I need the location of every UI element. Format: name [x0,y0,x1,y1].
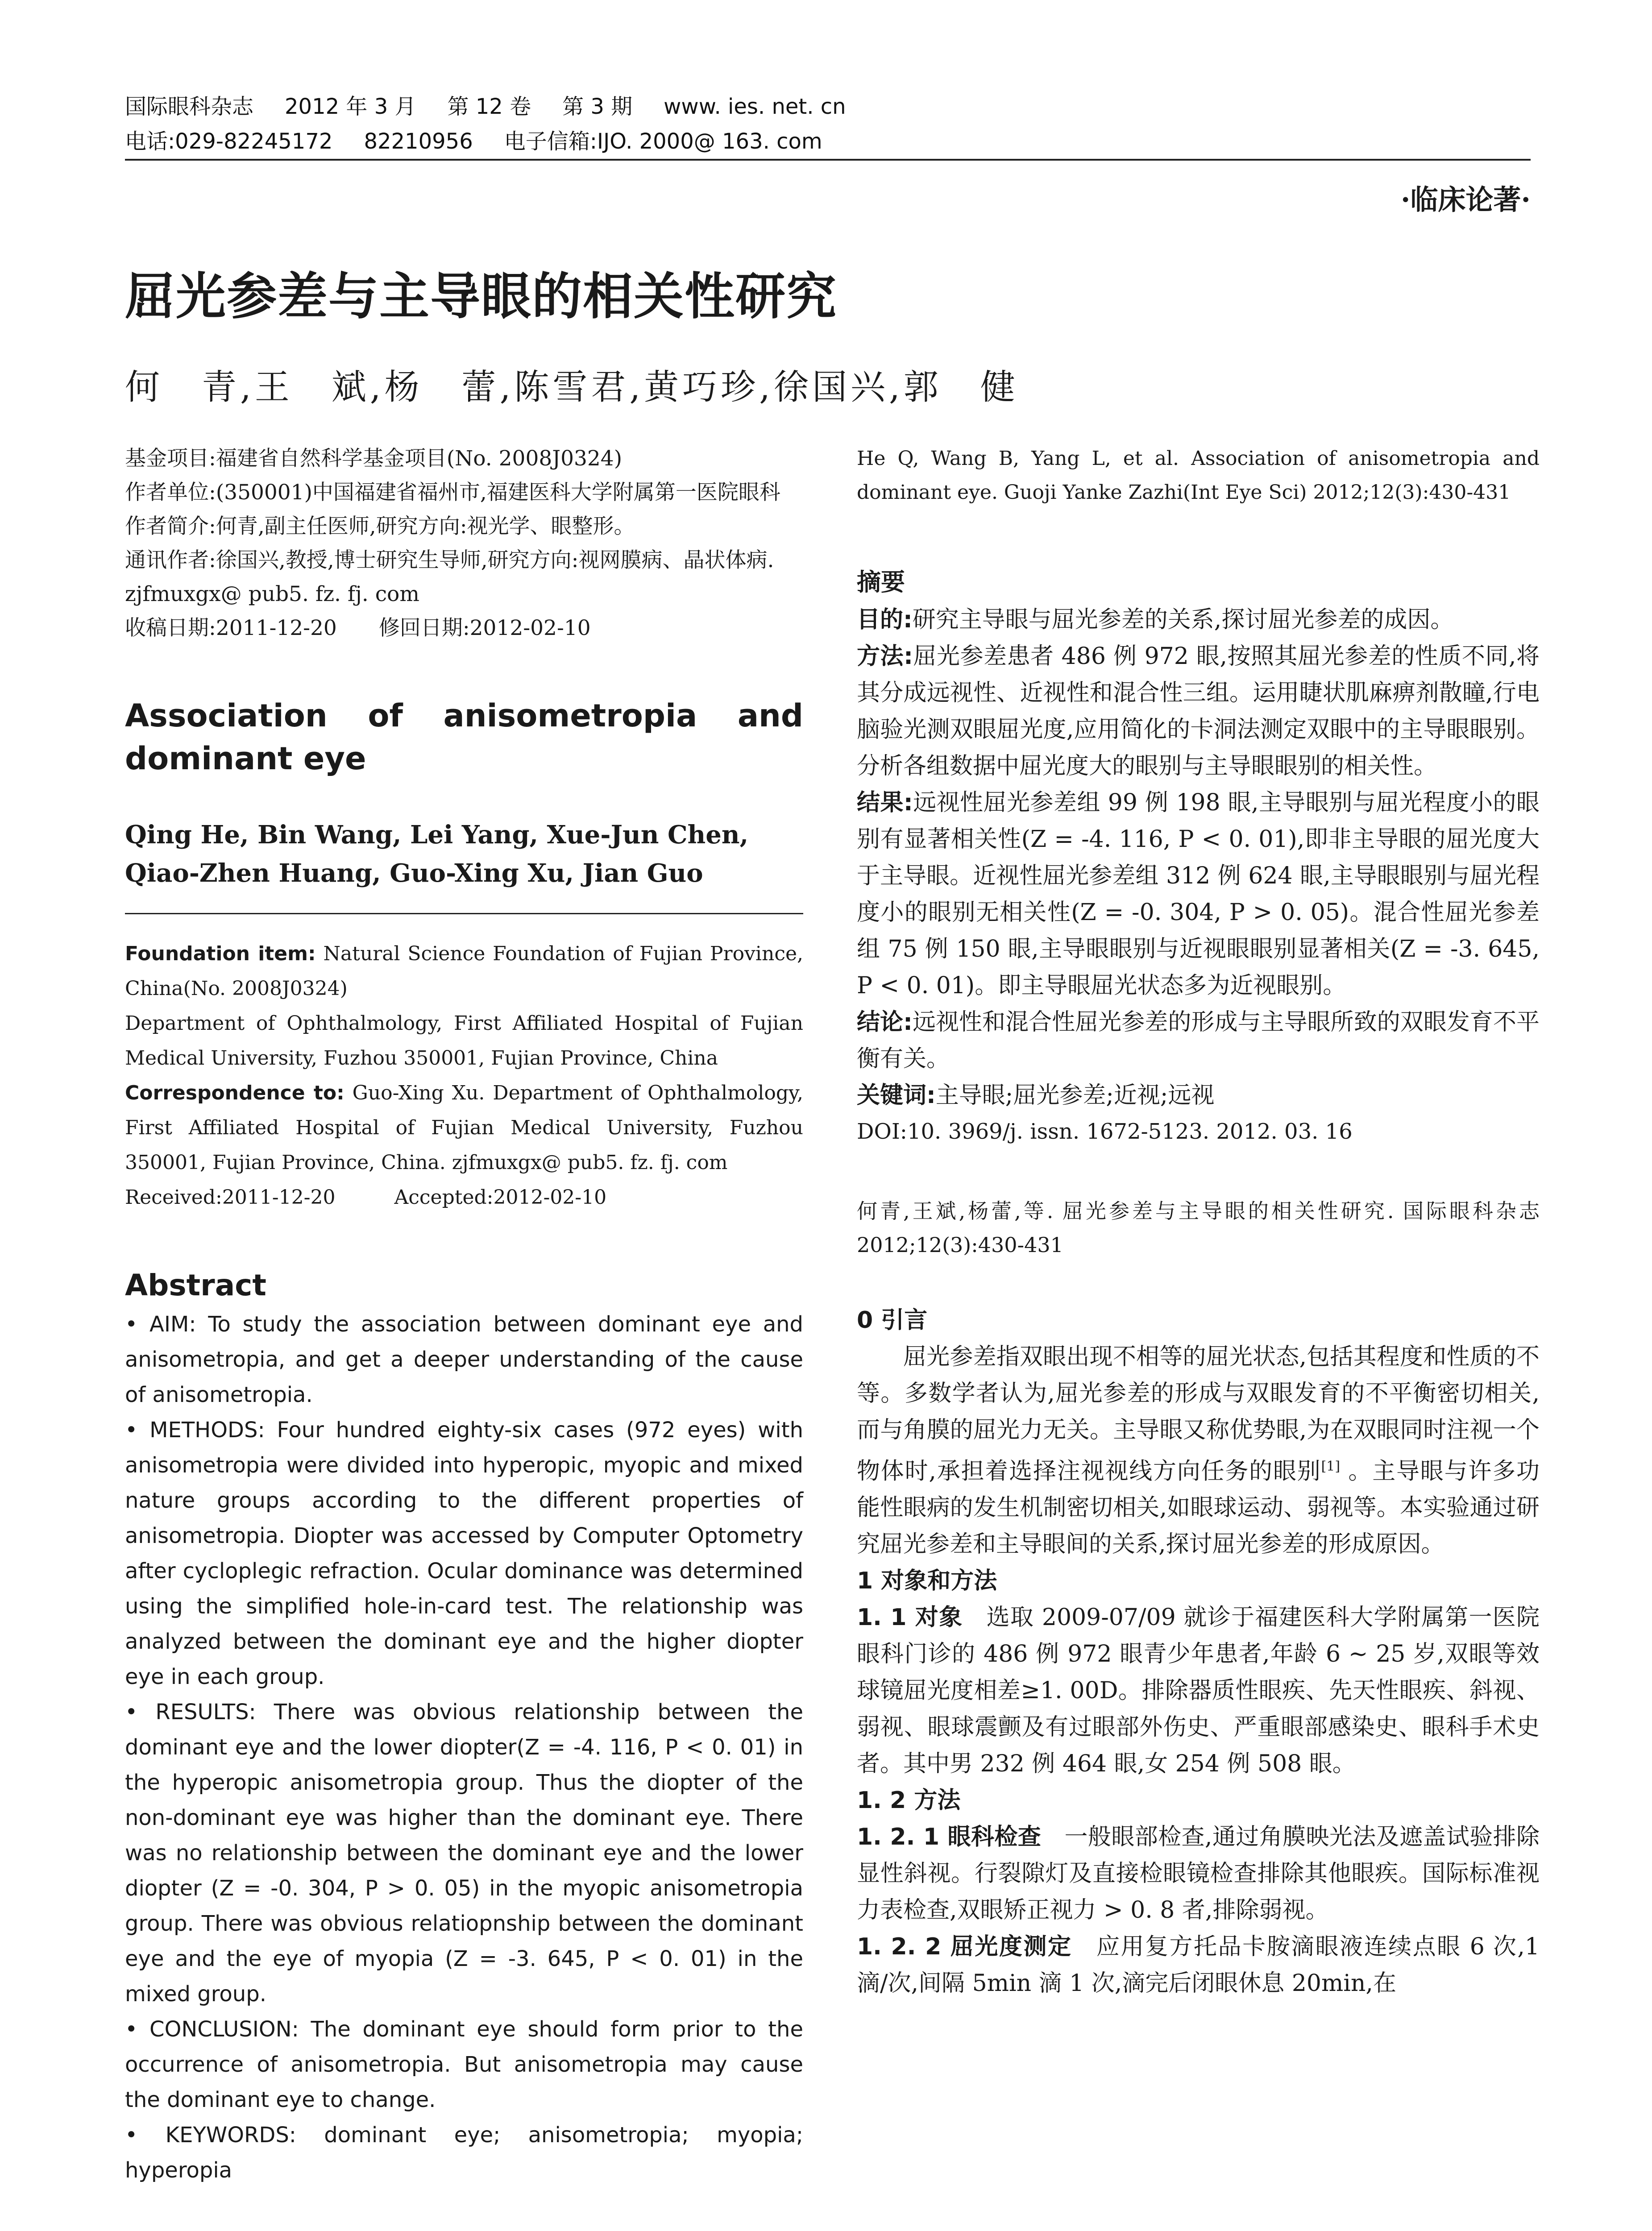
reference-1[interactable]: [1] [1321,1459,1341,1474]
english-metadata [125,937,803,1215]
affiliation-zh: 作者单位:(350001)中国福建省福州市,福建医科大学附属第一医院眼科 [125,480,780,505]
section-1-1-label: 1. 1 对象 [857,1604,963,1631]
left-column [125,442,803,2188]
abstract-zh-keywords [857,1077,1540,1114]
abstract-zh-aim [857,601,1540,638]
abstract-methods: • METHODS: Four hundred eighty-six cases (972 eyes) with anisometropia were divided into hyperopic, myopic and mixed nature groups according to the different properties of anisometropia. Diopter was accessed by Computer Optometry after cycloplegic refraction. Ocular dominance was determined using the simplified hole-in-card test. The relationship was analyzed between the dominant eye and the higher diopter eye in each group. [125,1418,803,1689]
keywords-zh-text: 主导眼;屈光参差;近视;远视 [935,1082,1215,1109]
results-zh-label: 结果: [857,789,913,816]
journal-name: 国际眼科杂志 [125,94,254,119]
journal-header [125,89,1531,159]
doi: DOI:10. 3969/j. issn. 1672-5123. 2012. 03. 16 [857,1119,1353,1144]
abstract-zh-heading: 摘要 [857,568,905,596]
article-title: 屈光参差与主导眼的相关性研究 [125,268,837,326]
issue: 第 3 期 [562,94,633,119]
foundation-en-text: Natural Science Foundation of Fujian Province, China(No. 2008J0324) [125,942,803,1000]
correspondence-en-text: Guo-Xing Xu. Department of Ophthalmology, First Affiliated Hospital of Fujian Medical University, Fuzhou 350001, Fujian Province, China. zjfmuxgx@ pub5. fz. fj. com [125,1082,803,1174]
header-rule [125,159,1531,161]
right-column [857,442,1540,2002]
section-1-2-1-label: 1. 2. 1 眼科检查 [857,1824,1042,1851]
conclusion-zh-text: 远视性和混合性屈光参差的形成与主导眼所致的双眼发育不平衡有关。 [857,1009,1540,1072]
section-1-2-2-text: 应用复方托品卡胺滴眼液连续点眼 6 次,1 滴/次,间隔 5min 滴 1 次,滴完后闭眼休息 20min,在 [857,1933,1540,1997]
methods-zh-label: 方法: [857,643,913,670]
issue-date: 2012 年 3 月 [285,94,416,119]
section-1-2-heading: 1. 2 方法 [857,1787,961,1814]
correspondence-en-label: Correspondence to: [125,1082,345,1104]
english-authors: Qing He, Bin Wang, Lei Yang, Xue-Jun Chen, Qiao-Zhen Huang, Guo-Xing Xu, Jian Guo [125,820,749,888]
header-line-2 [125,124,1531,159]
methods-zh-text: 屈光参差患者 486 例 972 眼,按照其屈光参差的性质不同,将其分成远视性、近视性和混合性三组。运用睫状肌麻痹剂散瞳,行电脑验光测双眼屈光度,应用简化的卡洞法测定双眼中的主导眼眼别。分析各组数据中屈光度大的眼别与主导眼眼别的相关性。 [857,643,1540,780]
abstract-zh-results [857,784,1540,1004]
english-title: Association of anisometropia and dominant eye [125,697,803,777]
divider [125,913,803,914]
dates-en: Received:2011-12-20 Accepted:2012-02-10 [125,1186,607,1209]
correspondence-en [125,1076,803,1180]
section-1-1 [857,1599,1540,1782]
dates-zh: 收稿日期:2011-12-20 修回日期:2012-02-10 [125,616,591,640]
aim-zh-label: 目的: [857,606,913,633]
abstract-zh-methods [857,638,1540,784]
results-zh-text: 远视性屈光参差组 99 例 198 眼,主导眼别与屈光程度小的眼别有显著相关性(Z = -4. 116, P < 0. 01),即非主导眼的屈光度大于主导眼。近视性屈光参差组 312 例 624 眼,主导眼眼别与屈光程度小的眼别无相关性(Z = -0. 304, P > 0. 05)。混合性屈光参差组 75 例 150 眼,主导眼眼别与近视眼眼别显著相关(Z = -3. 645, P < 0. 01)。即主导眼屈光状态多为近视眼别。 [857,789,1540,999]
citation-zh: 何青,王斌,杨蕾,等. 屈光参差与主导眼的相关性研究. 国际眼科杂志 2012;12(3):430-431 [857,1199,1540,1257]
foundation-zh: 基金项目:福建省自然科学基金项目(No. 2008J0324) [125,446,623,471]
website-link[interactable]: www. ies. net. cn [664,94,846,119]
abstract-aim: • AIM: To study the association between dominant eye and anisometropia, and get a deeper understanding of the cause of anisometropia. [125,1312,803,1407]
article-authors: 何 青,王 斌,杨 蕾,陈雪君,黄巧珍,徐国兴,郭 健 [125,367,1019,407]
section-1-1-text: 选取 2009-07/09 就诊于福建医科大学附属第一医院眼科门诊的 486 例 972 眼青少年患者,年龄 6 ~ 25 岁,双眼等效球镜屈光度相差≥1. 00D。排除器质性眼疾、先天性眼疾、斜视、弱视、眼球震颤及有过眼部外伤史、严重眼部感染史、眼科手术史者。其中男 232 例 464 眼,女 254 例 508 眼。 [857,1604,1540,1778]
foundation-en-label: Foundation item: [125,942,316,965]
section-1-2-1 [857,1819,1540,1928]
section-1-heading: 1 对象和方法 [857,1568,997,1595]
section-1-2-2-label: 1. 2. 2 屈光度测定 [857,1933,1072,1961]
section-1-2-1-text: 一般眼部检查,通过角膜映光法及遮盖试验排除显性斜视。行裂隙灯及直接检眼镜检查排除其他眼疾。国际标准视力表检查,双眼矫正视力 > 0. 8 者,排除弱视。 [857,1824,1540,1924]
citation-en: He Q, Wang B, Yang L, et al. Association of anisometropia and dominant eye. Guoji Yanke Zazhi(Int Eye Sci) 2012;12(3):430-431 [857,447,1540,504]
volume: 第 12 卷 [447,94,531,119]
phone: 电话:029-82245172 [125,129,333,154]
section-1-2-2 [857,1928,1540,2002]
author-bio-zh: 作者简介:何青,副主任医师,研究方向:视光学、眼整形。 [125,514,635,539]
keywords-zh-label: 关键词: [857,1082,936,1109]
intro-text-2: 。主导眼与许多功能性眼病的发生机制密切相关,如眼球运动、弱视等。本实验通过研究屈光参差和主导眼间的关系,探讨屈光参差的形成原因。 [857,1458,1540,1558]
phone-2: 82210956 [364,129,473,154]
email: 电子信箱:IJO. 2000@ 163. com [504,129,822,154]
aim-zh-text: 研究主导眼与屈光参差的关系,探讨屈光参差的成因。 [912,606,1454,633]
abstract-keywords: • KEYWORDS: dominant eye; anisometropia; myopia; hyperopia [125,2123,803,2183]
chinese-metadata [125,442,803,645]
abstract-conclusion: • CONCLUSION: The dominant eye should form prior to the occurrence of anisometropia. But anisometropia may cause the dominant eye to change. [125,2017,803,2112]
intro-paragraph [857,1339,1540,1563]
abstract-zh-conclusion [857,1004,1540,1077]
abstract-results: • RESULTS: There was obvious relationship between the dominant eye and the lower diopter(Z = -4. 116, P < 0. 01) in the hyperopic anisometropia group. Thus the diopter of the non-dominant eye was higher than the dominant eye. There was no relationship between the dominant eye and the lower diopter (Z = -0. 304, P > 0. 05) in the myopic anisometropia group. There was obvious relatiopnship between the dominant eye and the eye of myopia (Z = -3. 645, P < 0. 01) in the mixed group. [125,1700,803,2007]
intro-heading: 0 引言 [857,1307,928,1334]
intro-text: 屈光参差指双眼出现不相等的屈光状态,包括其程度和性质的不等。多数学者认为,屈光参差的形成与双眼发育的不平衡密切相关,而与角膜的屈光力无关。主导眼又称优势眼,为在双眼同时注视一个物体时,承担着选择注视视线方向任务的眼别 [857,1344,1540,1485]
department-en: Department of Ophthalmology, First Affiliated Hospital of Fujian Medical University, Fuzhou 350001, Fujian Province, China [125,1012,803,1070]
header-line-1 [125,89,1531,124]
correspondence-zh: 通讯作者:徐国兴,教授,博士研究生导师,研究方向:视网膜病、晶状体病. zjfmuxgx@ pub5. fz. fj. com [125,548,774,606]
section-tag: ·临床论著· [1400,183,1531,216]
abstract-heading: Abstract [125,1268,266,1302]
foundation-en [125,937,803,1006]
conclusion-zh-label: 结论: [857,1009,913,1036]
